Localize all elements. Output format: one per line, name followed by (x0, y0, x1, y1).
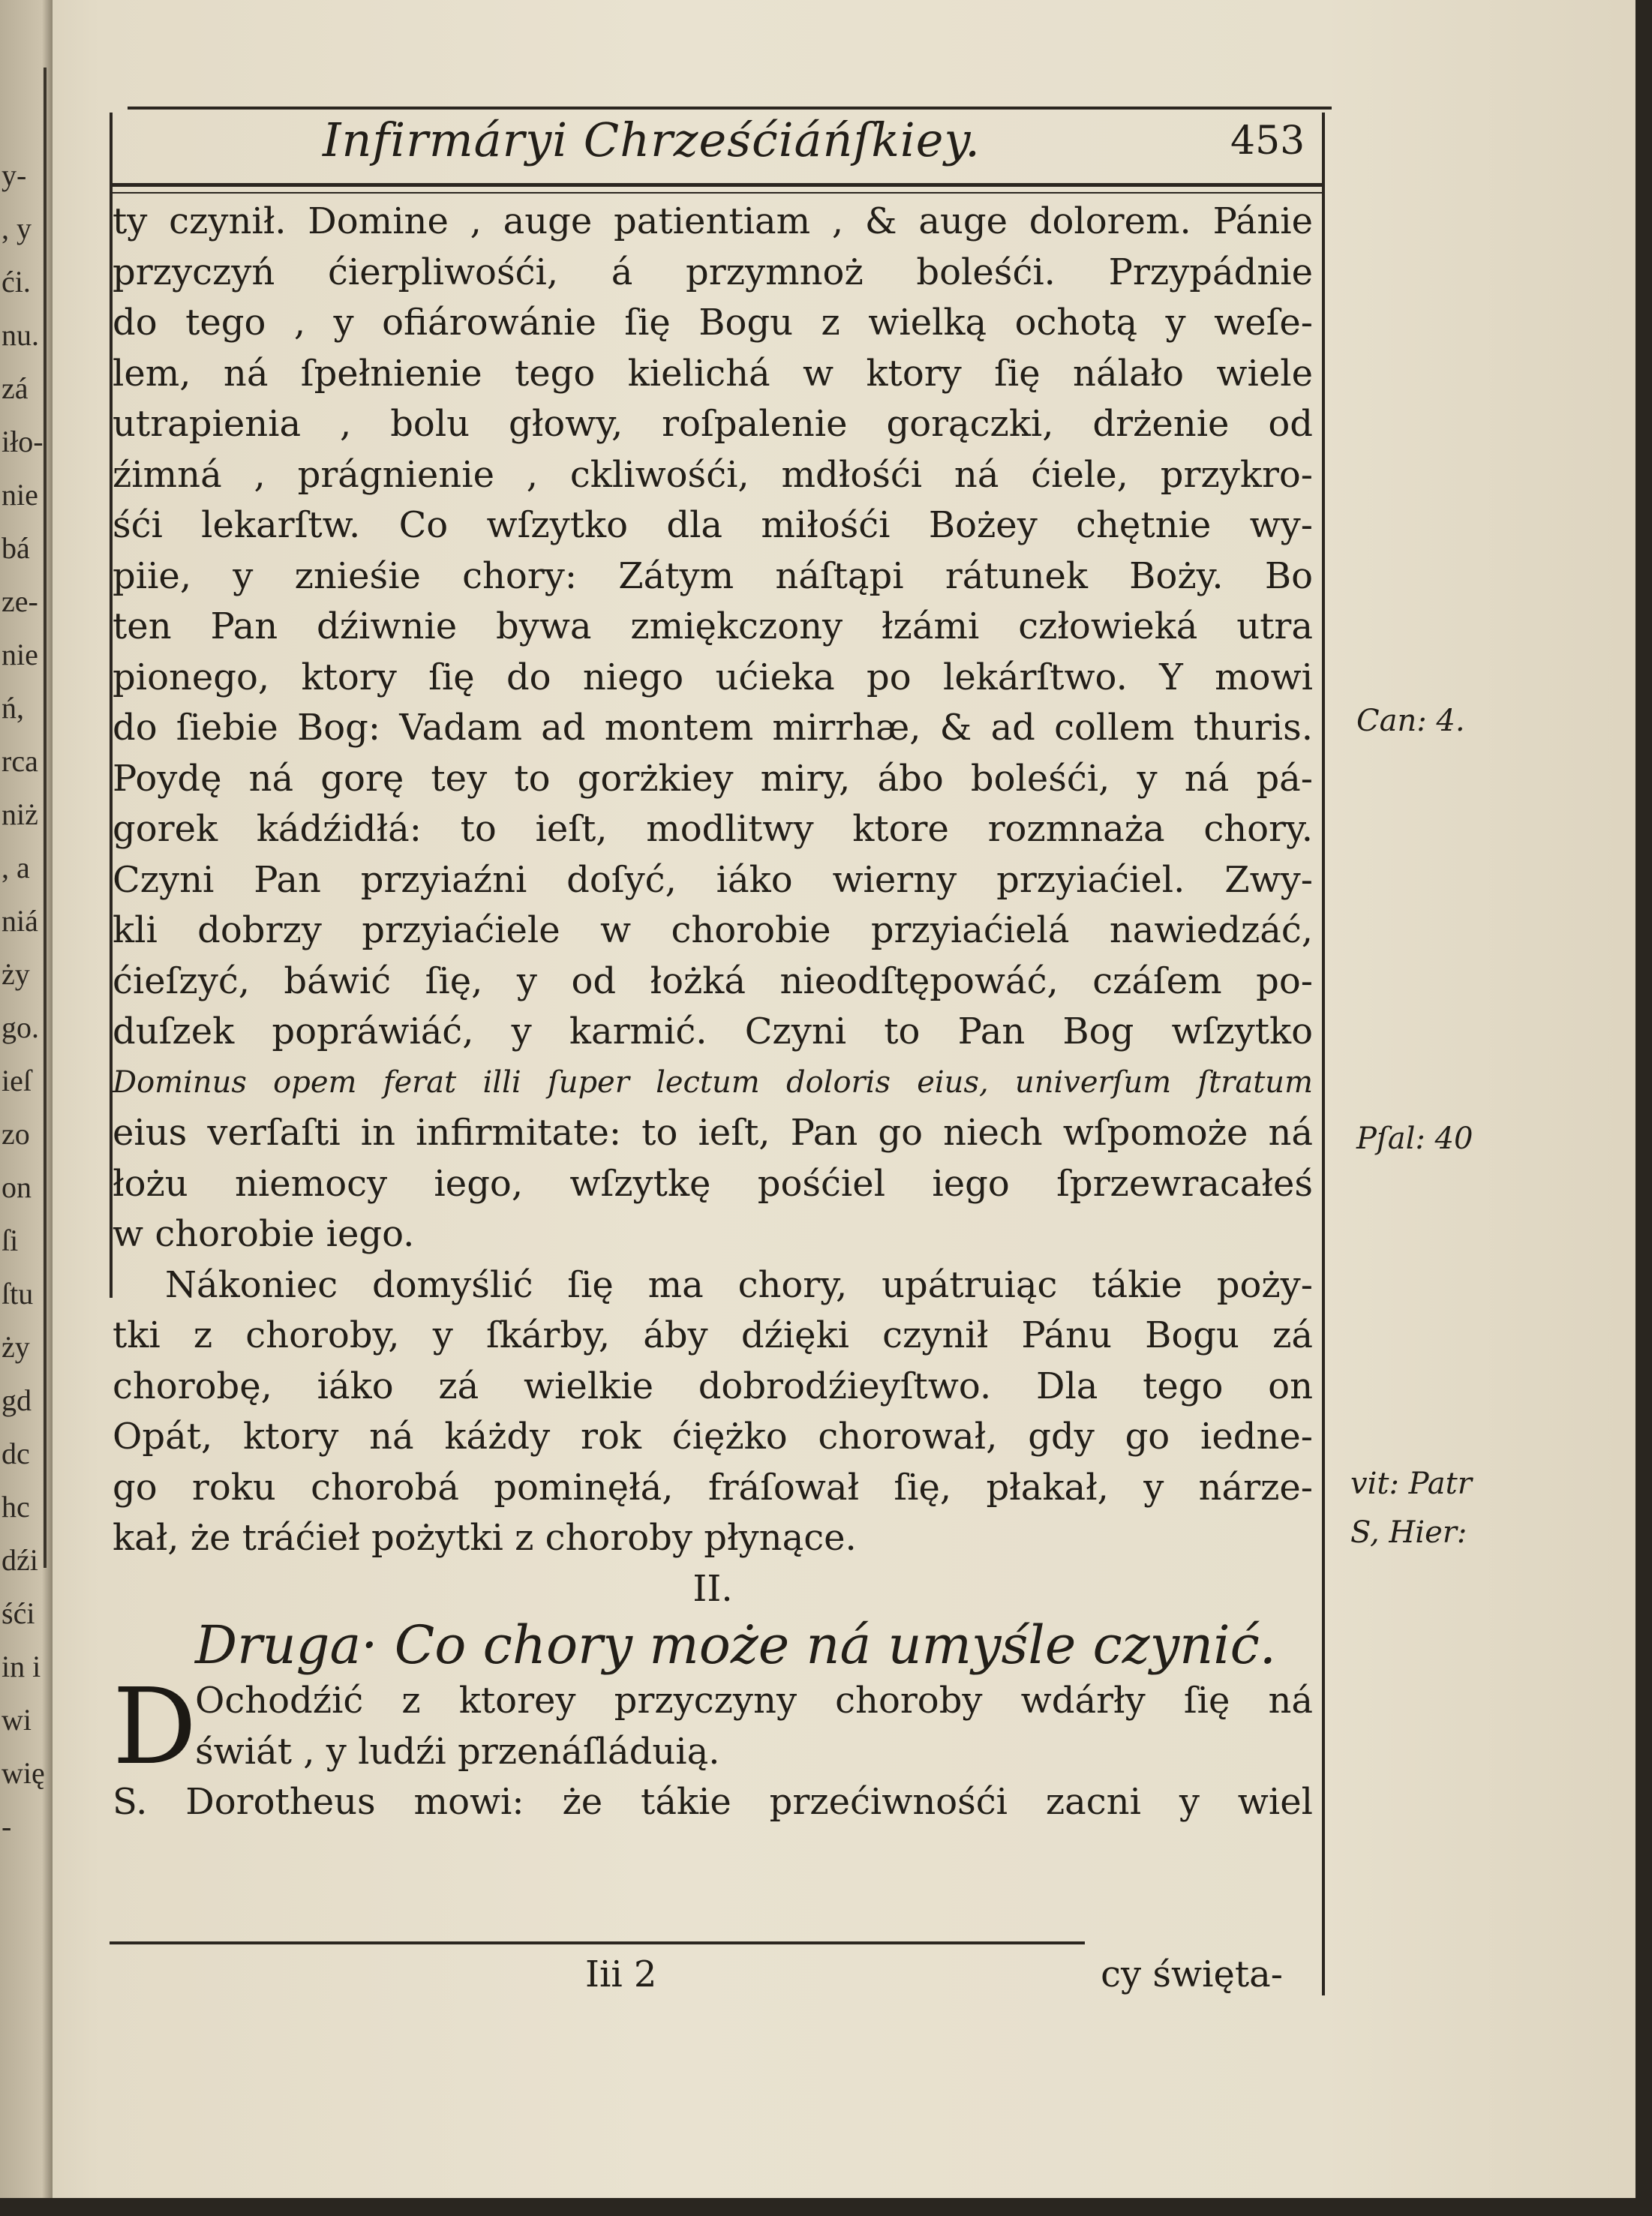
margin-note-can: Can: 4. (1356, 704, 1465, 738)
paragraph-line: kał, że tráćieł pożytki z choroby płynące. (113, 1517, 857, 1559)
previous-page-fragment: wię (2, 1756, 45, 1790)
section-number: II. (692, 1567, 733, 1610)
text-line: S. Dorotheus mowi: że tákie przećiwnośći zacni y wiel (113, 1781, 1313, 1823)
previous-page-fragment: ń, (2, 691, 24, 725)
text-line: duſzek popráwiáć, y karmić. Czyni to Pan Bog wſzytko (113, 1010, 1313, 1052)
paragraph-line: tki z choroby, y ſkárby, áby dźięki czynił Pánu Bogu zá (113, 1314, 1313, 1356)
previous-page-fragment: zo (2, 1117, 30, 1151)
header-rule-bottom (110, 183, 1325, 187)
previous-page-fragment: , a (2, 851, 30, 884)
previous-page-rule (44, 68, 47, 1568)
text-line: świát , y ludźi przenáſláduią. (195, 1730, 720, 1773)
text-line: Czyni Pan przyiaźni doſyć, iáko wierny przyiaćiel. Zwy- (113, 858, 1313, 901)
text-line: Ochodźić z ktorey przyczyny choroby wdárły ſię ná (195, 1680, 1313, 1722)
text-line: Poydę ná gorę tey to gorżkiey miry, ábo boleśći, y ná pá- (113, 757, 1313, 800)
text-line: pionego, ktory ſię do niego ućieka po lekárſtwo. Y mowi (113, 656, 1313, 698)
previous-page-fragment: ſtu (2, 1277, 34, 1311)
text-line: eius verſaſti in infirmitate: to ieſt, Pan go niech wſpomoże ná (113, 1112, 1313, 1154)
margin-note-vit-patr: vit: Patr (1350, 1467, 1472, 1501)
text-line: śći lekarſtw. Co wſzytko dla miłośći Bożey chętnie wy- (113, 504, 1313, 546)
text-line: źimná , prágnienie , ckliwośći, mdłośći ná ćiele, przykro- (113, 453, 1313, 496)
text-line: do ſiebie Bog: Vadam ad montem mirrhæ, & ad collem thuris. (113, 707, 1313, 749)
frame-bottom-rule (110, 1941, 1085, 1944)
previous-page-fragment: dźi (2, 1543, 38, 1577)
margin-note-hier: S, Hier: (1350, 1515, 1467, 1550)
text-line: w chorobie iego. (113, 1213, 415, 1255)
previous-page-fragment: bá (2, 531, 30, 565)
paragraph-line: chorobę, iáko zá wielkie dobrodźieyſtwo. Dla tego on (113, 1365, 1313, 1407)
previous-page-fragment: - (2, 1809, 12, 1843)
previous-page-fragment: go. (2, 1010, 39, 1044)
text-line: ty czynił. Domine , auge patientiam , & auge dolorem. Pánie (113, 200, 1313, 242)
running-head: Infirmáryi Chrześćiáńſkiey. (323, 113, 981, 167)
previous-page-fragment: rca (2, 744, 38, 778)
page-footer (113, 1953, 1313, 2006)
text-line: gorek kádźidłá: to ieſt, modlitwy ktore rozmnaża chory. (113, 808, 1313, 850)
previous-page-fragment: wi (2, 1703, 32, 1737)
previous-page-fragment: , y (2, 212, 32, 245)
frame-right-rule (1322, 113, 1325, 1995)
previous-page-fragment: in i (2, 1650, 41, 1683)
text-line: kli dobrzy przyiaćiele w chorobie przyiaćielá nawiedzáć, (113, 909, 1313, 951)
text-line: przyczyń ćierpliwośći, á przymnoż boleśći. Przypádnie (113, 251, 1313, 293)
previous-page-fragment: nu. (2, 318, 39, 352)
header-rule-top (128, 107, 1332, 110)
paragraph-line: Nákoniec domyślić ſię ma chory, upátruiąc tákie poży- (165, 1263, 1313, 1306)
previous-page-fragment: zá (2, 371, 29, 405)
previous-page-fragment: ze- (2, 584, 38, 618)
previous-page-fragment: y- (2, 158, 27, 192)
text-line: lem, ná ſpełnienie tego kielichá w ktory ſię nálało wiele (113, 352, 1313, 395)
scan-edge-bottom (0, 2198, 1652, 2216)
text-line: do tego , y ofiárowánie ſię Bogu z wielką ochotą y weſe- (113, 302, 1313, 344)
previous-page-fragment: hc (2, 1490, 30, 1524)
previous-page-fragment: dc (2, 1437, 30, 1470)
latin-quote-line: Dominus opem ferat illi ſuper lectum doloris eius, univerſum ſtratum (113, 1064, 1313, 1100)
text-line: ten Pan dźiwnie bywa zmiękczony łzámi człowieká utra (113, 605, 1313, 647)
paragraph-line: Opát, ktory ná káżdy rok ćiężko chorował, gdy go iedne- (113, 1416, 1313, 1458)
previous-page-fragment: iło- (2, 425, 44, 458)
previous-page-fragment: ży (2, 1330, 30, 1364)
previous-page-fragment: nie (2, 478, 38, 512)
previous-page-fragment: on (2, 1170, 32, 1204)
paragraph-line: go roku chorobá pominęłá, fráſował ſię, płakał, y nárze- (113, 1466, 1313, 1509)
header-rule-thin (110, 192, 1325, 194)
text-line: utrapienia , bolu głowy, roſpalenie gorączki, drżenie od (113, 403, 1313, 445)
previous-page-fragment: ży (2, 957, 30, 991)
text-line: ćieſzyć, báwić ſię, y od łożká nieodſtępowáć, czáſem po- (113, 959, 1313, 1002)
main-text (113, 197, 1313, 1828)
signature-mark: Iii 2 (585, 1953, 657, 1995)
scan-edge-right (1635, 0, 1652, 2216)
previous-page-fragment: gd (2, 1383, 32, 1417)
previous-page-fragment: nie (2, 638, 38, 671)
previous-page-fragment: ſi (2, 1224, 19, 1257)
initial-paragraph (113, 1666, 1313, 1788)
previous-page-fragment: ći. (2, 265, 31, 299)
margin-note-psal: Pſal: 40 (1356, 1122, 1473, 1156)
previous-page-fragment: niá (2, 904, 38, 938)
previous-page-edge (0, 0, 53, 2216)
drop-cap: D (113, 1666, 197, 1788)
section-heading: Druga· Co chory może ná umyśle czynić. (195, 1614, 1277, 1676)
page-number: 453 (1230, 119, 1305, 164)
text-line: piie, y znieśie chory: Zátym náſtąpi rátunek Boży. Bo (113, 554, 1313, 597)
previous-page-fragment: śći (2, 1596, 35, 1630)
catchword: cy święta- (1101, 1953, 1283, 1995)
text-line: łożu niemocy iego, wſzytkę pośćiel iego ſprzewracałeś (113, 1162, 1313, 1205)
previous-page-fragment: niż (2, 797, 38, 831)
previous-page-fragment: ieſ (2, 1064, 32, 1097)
